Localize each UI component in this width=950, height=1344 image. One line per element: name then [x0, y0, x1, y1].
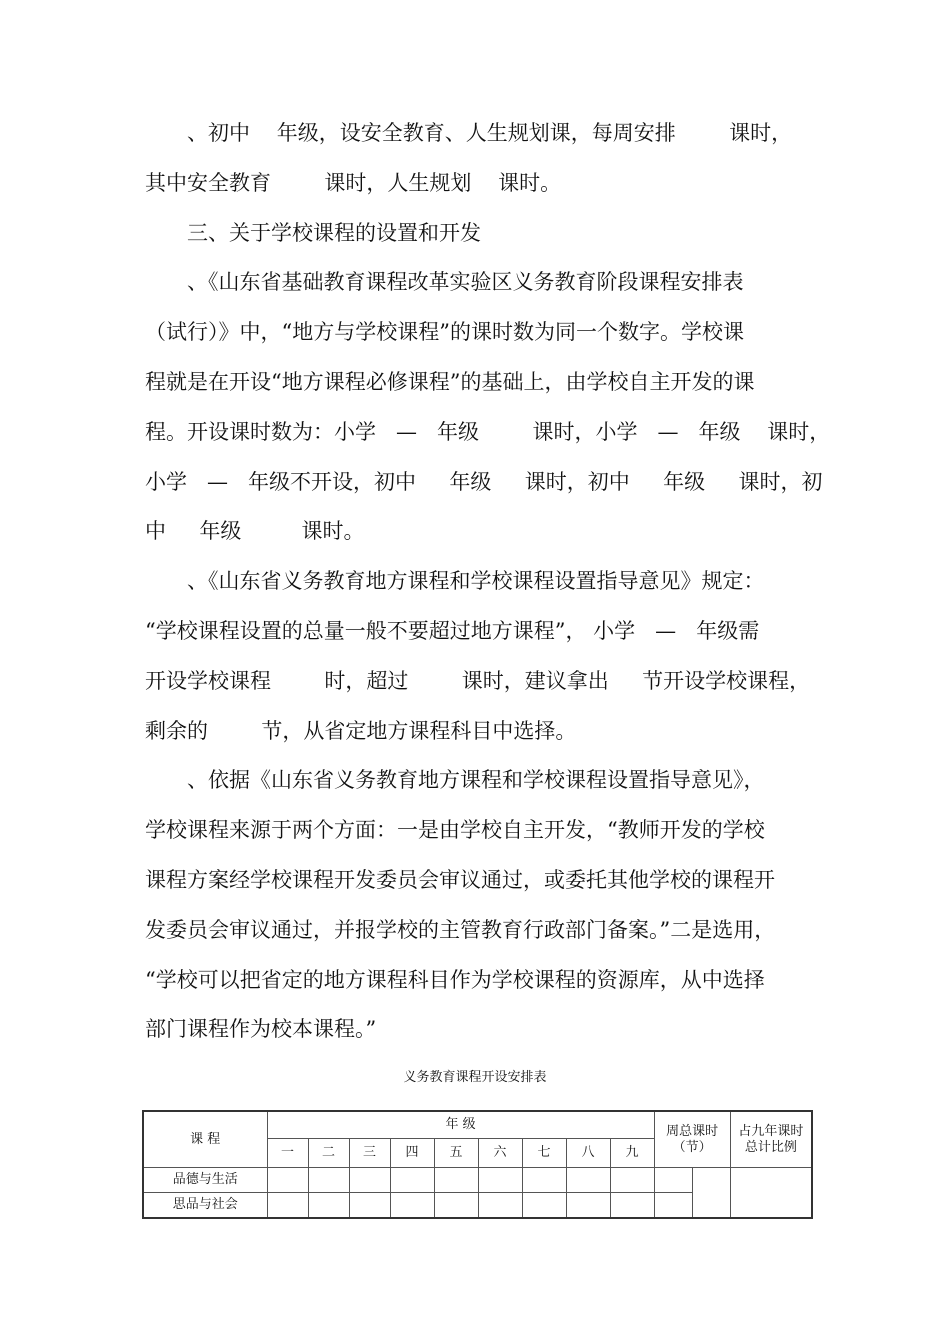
table-cell: [610, 1193, 654, 1219]
weekly-hours-header-line2: （节）: [672, 1139, 712, 1155]
table-cell: [730, 1168, 812, 1219]
grade-cell: 九: [610, 1139, 654, 1168]
ratio-header: [730, 1111, 812, 1168]
text-line: 学校课程来源于两个方面：一是由学校自主开发，“教师开发的学校: [145, 818, 765, 843]
text-line: 中 年级 课时。: [145, 519, 365, 544]
text-line: （试行）》中，“地方与学校课程”的课时数为同一个数字。学校课: [145, 320, 744, 345]
table-cell: [522, 1168, 566, 1193]
table-cell: [434, 1193, 478, 1219]
weekly-hours-header: [654, 1111, 730, 1168]
course-name-cell: 品德与生活: [143, 1168, 267, 1193]
text-line: 课程方案经学校课程开发委员会审议通过，或委托其他学校的课程开: [145, 868, 775, 892]
table-cell: [434, 1168, 478, 1193]
table-cell: [390, 1168, 434, 1193]
grade-cell: 一: [267, 1139, 308, 1168]
text-line: 、《山东省义务教育地方课程和学校课程设置指导意见》规定：: [187, 569, 765, 594]
table-cell: [267, 1193, 308, 1219]
text-line: 三、关于学校课程的设置和开发: [187, 220, 481, 245]
table-cell: [610, 1168, 654, 1193]
table-cell: [349, 1193, 390, 1219]
text-line: 、《山东省基础教育课程改革实验区义务教育阶段课程安排表: [187, 270, 744, 295]
text-line: 开设学校课程 时，超过 课时，建议拿出 节开设学校课程，: [145, 668, 811, 693]
table-cell: [267, 1168, 308, 1193]
table-cell: [692, 1168, 730, 1219]
weekly-hours-header-line1: 周总课时: [666, 1123, 719, 1139]
ratio-header-line2: 总计比例: [744, 1139, 797, 1155]
course-schedule-table: [142, 1110, 813, 1219]
text-line: 发委员会审议通过，并报学校的主管教育行政部门备案。”二是选用，: [145, 917, 776, 942]
table-cell: [654, 1168, 692, 1193]
grade-header: 年 级: [267, 1111, 654, 1139]
grade-cell: 八: [566, 1139, 610, 1168]
table-cell: [390, 1193, 434, 1219]
grade-cell: 二: [308, 1139, 349, 1168]
text-line: 部门课程作为校本课程。”: [145, 1017, 377, 1042]
table-cell: [478, 1193, 522, 1219]
table-caption: 义务教育课程开设安排表: [403, 1070, 547, 1085]
text-line: 、初中 年级，设安全教育、人生规划课，每周安排 课时，: [187, 121, 793, 145]
grade-cell: 三: [349, 1139, 390, 1168]
text-line: 其中安全教育 课时，人生规划 课时。: [145, 170, 562, 195]
text-line: 剩余的 节，从省定地方课程科目中选择。: [145, 718, 577, 743]
course-name-cell: 思品与社会: [143, 1193, 267, 1219]
text-line: “学校课程设置的总量一般不要超过地方课程”， 小学 — 年级需: [145, 619, 760, 643]
text-line: 程就是在开设“地方课程必修课程”的基础上，由学校自主开发的课: [145, 370, 755, 394]
grade-cell: 四: [390, 1139, 434, 1168]
table-cell: [478, 1168, 522, 1193]
text-line: 、依据《山东省义务教育地方课程和学校课程设置指导意见》，: [187, 768, 765, 793]
course-header: 课 程: [143, 1111, 267, 1168]
table-cell: [522, 1193, 566, 1219]
text-line: 小学 — 年级不开设，初中 年级 课时，初中 年级 课时，初: [145, 469, 823, 494]
table-cell: [654, 1193, 692, 1219]
ratio-header-line1: 占九年课时: [738, 1123, 804, 1139]
text-line: “学校可以把省定的地方课程科目作为学校课程的资源库，从中选择: [145, 967, 765, 992]
table-cell: [566, 1168, 610, 1193]
table-cell: [308, 1168, 349, 1193]
table-cell: [308, 1193, 349, 1219]
table-cell: [566, 1193, 610, 1219]
grade-cell: 五: [434, 1139, 478, 1168]
grade-cell: 六: [478, 1139, 522, 1168]
table-cell: [349, 1168, 390, 1193]
grade-cell: 七: [522, 1139, 566, 1168]
text-line: 程。开设课时数为：小学 — 年级 课时，小学 — 年级 课时，: [145, 419, 831, 444]
